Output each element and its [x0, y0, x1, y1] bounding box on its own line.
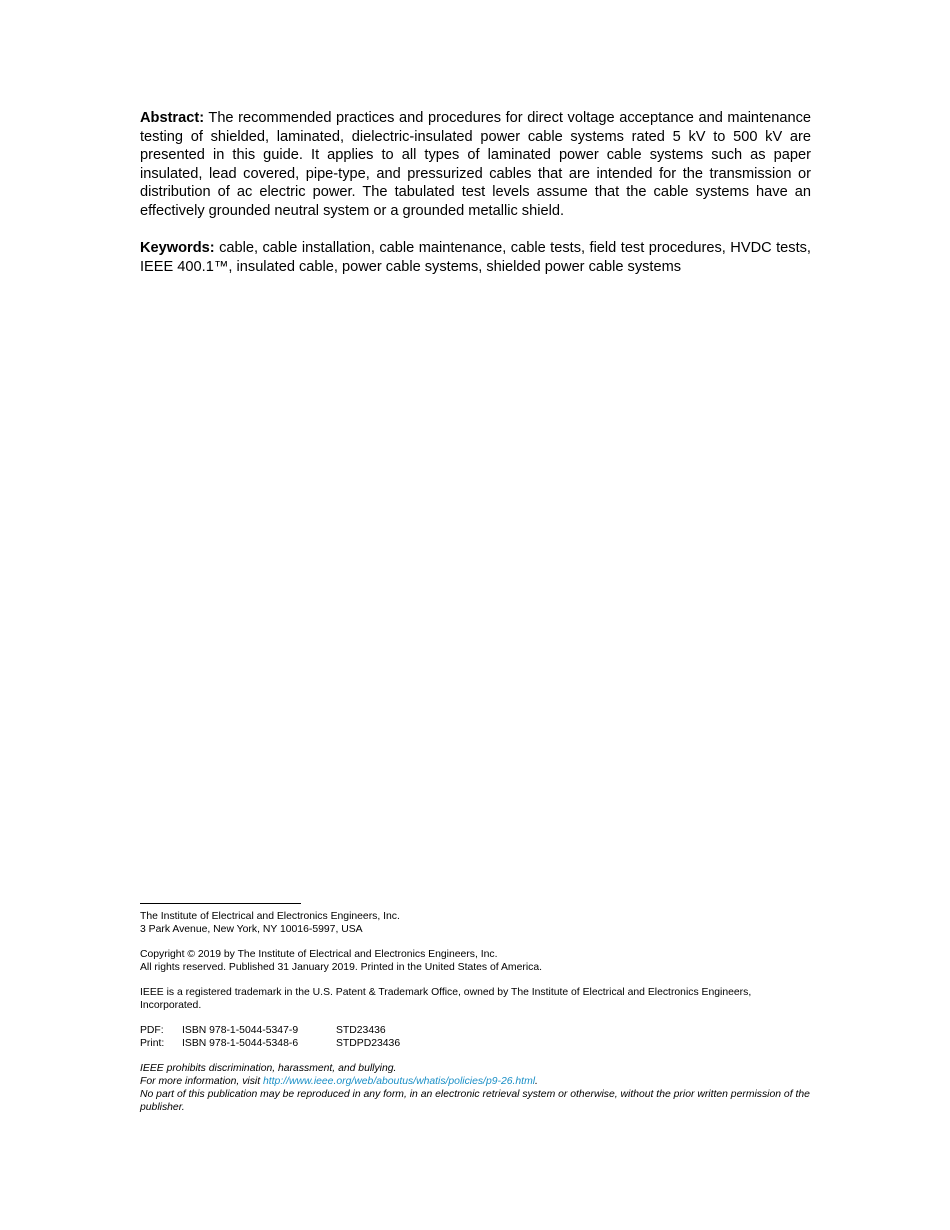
isbn-row-print [140, 1037, 811, 1050]
isbn-code: STDPD23436 [336, 1038, 401, 1049]
isbn-block [140, 1024, 811, 1050]
keywords-label: Keywords: [140, 240, 215, 256]
publisher-name: The Institute of Electrical and Electronics Engineers, Inc. [140, 911, 400, 922]
policy-info-line [140, 1075, 811, 1088]
isbn-number: ISBN 978-1-5044-5348-6 [182, 1038, 299, 1049]
keywords-paragraph [140, 239, 811, 276]
isbn-code: STD23436 [336, 1025, 386, 1036]
isbn-format: Print: [140, 1038, 165, 1049]
abstract-paragraph [140, 109, 811, 220]
abstract-text: The recommended practices and procedures for direct voltage acceptance and maintenance testing of shielded, laminated, dielectric-insulated power cable systems rated 5 kV to 500 kV are presented in this guide. It applies to all types of laminated power cable systems such as paper insulated, lead covered, pipe-type, and pressurized cables that are intended for the transmission or distribution of ac electric power. The tabulated test levels assume that the cable systems have an effectively grounded neutral system or a grounded metallic shield. [140, 110, 811, 219]
policy-prefix: For more information, visit [140, 1076, 263, 1087]
footer-notes [140, 903, 811, 1114]
policy-statement: IEEE prohibits discrimination, harassment, and bullying. [140, 1063, 397, 1074]
document-body [140, 109, 811, 276]
isbn-row-pdf [140, 1024, 811, 1037]
copyright-block [140, 948, 811, 974]
policy-link[interactable]: http://www.ieee.org/web/aboutus/whatis/policies/p9-26.html [263, 1076, 536, 1087]
rights-line: All rights reserved. Published 31 January 2019. Printed in the United States of America. [140, 962, 542, 973]
reproduction-notice: No part of this publication may be reproduced in any form, in an electronic retrieval system or otherwise, without the prior written permission of the publisher. [140, 1089, 810, 1113]
footer-divider [140, 903, 301, 904]
policy-block [140, 1062, 811, 1114]
publisher-block [140, 910, 811, 936]
keywords-text: cable, cable installation, cable maintenance, cable tests, field test procedures, HVDC tests, IEEE 400.1™, insulated cable, power cable systems, shielded power cable systems [140, 240, 811, 275]
publisher-address: 3 Park Avenue, New York, NY 10016-5997, USA [140, 924, 363, 935]
isbn-format: PDF: [140, 1025, 164, 1036]
trademark-notice: IEEE is a registered trademark in the U.S. Patent & Trademark Office, owned by The Institute of Electrical and Electronics Engineers, Incorporated. [140, 987, 752, 1011]
abstract-label: Abstract: [140, 110, 205, 126]
isbn-number: ISBN 978-1-5044-5347-9 [182, 1025, 299, 1036]
copyright-line: Copyright © 2019 by The Institute of Electrical and Electronics Engineers, Inc. [140, 949, 498, 960]
policy-suffix: . [535, 1076, 538, 1087]
